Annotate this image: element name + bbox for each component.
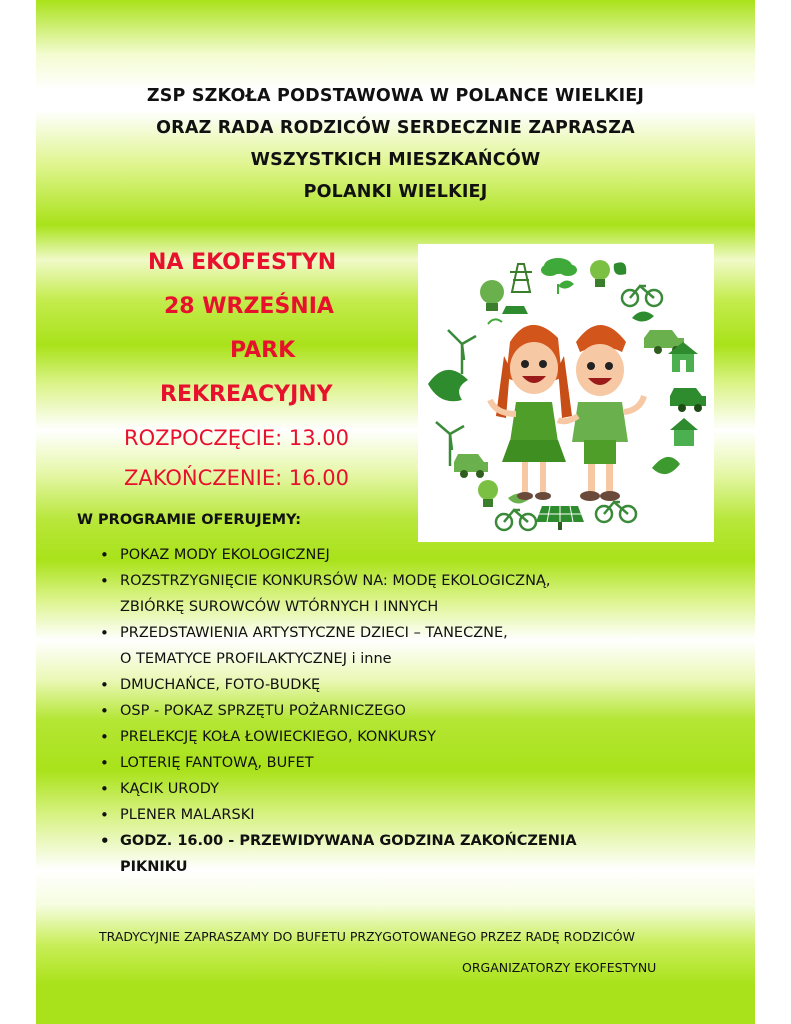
program-item-end-time-line-1: GODZ. 16.00 - PRZEWIDYWANA GODZINA ZAKOŃCZENIA xyxy=(120,833,577,849)
car-icon xyxy=(454,454,488,478)
leaf-icon xyxy=(428,370,468,401)
event-place-line-1: PARK xyxy=(230,338,296,363)
solar-panel-icon xyxy=(502,306,528,314)
program-item-performances-line-1: PRZEDSTAWIENIA ARTYSTYCZNE DZIECI – TANECZNE, xyxy=(120,625,508,641)
end-time: ZAKOŃCZENIE: 16.00 xyxy=(124,466,349,490)
event-date: 28 WRZEŚNIA xyxy=(164,294,334,319)
recycle-icon xyxy=(488,319,502,324)
leaf-icon xyxy=(652,457,680,474)
wind-turbine-icon xyxy=(448,330,476,374)
bulb-icon xyxy=(590,260,610,287)
bulb-icon xyxy=(478,480,498,507)
invitation-header xyxy=(36,80,755,208)
leaf-icon xyxy=(557,280,574,294)
bicycle-icon xyxy=(496,510,536,530)
car-icon xyxy=(670,388,706,412)
start-time: ROZPOCZĘCIE: 13.00 xyxy=(124,426,350,450)
program-item-contests-line-1: ROZSTRZYGNIĘCIE KONKURSÓW NA: MODĘ EKOLOGICZNĄ, xyxy=(120,573,551,589)
program-item-end-time xyxy=(100,828,700,880)
header-line-1: ZSP SZKOŁA PODSTAWOWA W POLANCE WIELKIEJ xyxy=(146,86,645,106)
leaf-icon xyxy=(632,311,654,321)
program-item-inflatables: • DMUCHAŃCE, FOTO-BUDKĘ xyxy=(100,672,700,698)
header-line-2: ORAZ RADA RODZICÓW SERDECZNIE ZAPRASZA xyxy=(156,118,635,138)
program-item-painting: • PLENER MALARSKI xyxy=(100,802,700,828)
organizers-signature: ORGANIZATORZY EKOFESTYNU xyxy=(462,960,657,975)
program-list xyxy=(100,542,700,880)
event-place-line-2: REKREACYJNY xyxy=(160,382,333,407)
program-item-contests-line-2: ZBIÓRKĘ SUROWCÓW WTÓRNYCH I INNYCH xyxy=(120,599,439,615)
program-item-lottery: • LOTERIĘ FANTOWĄ, BUFET xyxy=(100,750,700,776)
cloud-icon xyxy=(541,258,577,276)
program-title: W PROGRAMIE OFERUJEMY: xyxy=(77,512,302,528)
solar-panel-icon xyxy=(536,506,584,530)
program-item-contests xyxy=(100,568,700,620)
eco-circle-graphic xyxy=(418,244,714,542)
program-item-performances-line-2: O TEMATYCE PROFILAKTYCZNEJ i inne xyxy=(120,651,392,667)
header-line-3: WSZYSTKICH MIESZKAŃCÓW xyxy=(250,150,541,170)
program-item-fashion-show: • POKAZ MODY EKOLOGICZNEJ xyxy=(100,542,700,568)
program-item-performances xyxy=(100,620,700,672)
bulb-icon xyxy=(480,280,504,311)
bicycle-icon xyxy=(596,502,636,522)
program-item-end-time-line-2: PIKNIKU xyxy=(120,859,188,875)
program-item-beauty-corner: • KĄCIK URODY xyxy=(100,776,700,802)
power-tower-icon xyxy=(510,264,532,292)
buffet-invitation: TRADYCYJNIE ZAPRASZAMY DO BUFETU PRZYGOTOWANEGO PRZEZ RADĘ RODZICÓW xyxy=(99,929,635,944)
house-icon xyxy=(670,418,698,446)
bicycle-icon xyxy=(622,286,662,306)
eco-kids-illustration xyxy=(418,244,714,542)
program-item-hunting-club: • PRELEKCJĘ KOŁA ŁOWIECKIEGO, KONKURSY xyxy=(100,724,700,750)
event-name: NA EKOFESTYN xyxy=(148,250,337,275)
program-item-fire-brigade: • OSP - POKAZ SPRZĘTU POŻARNICZEGO xyxy=(100,698,700,724)
girl-figure xyxy=(490,325,572,500)
header-line-4: POLANKI WIELKIEJ xyxy=(303,182,488,202)
leaf-icon xyxy=(614,262,627,275)
